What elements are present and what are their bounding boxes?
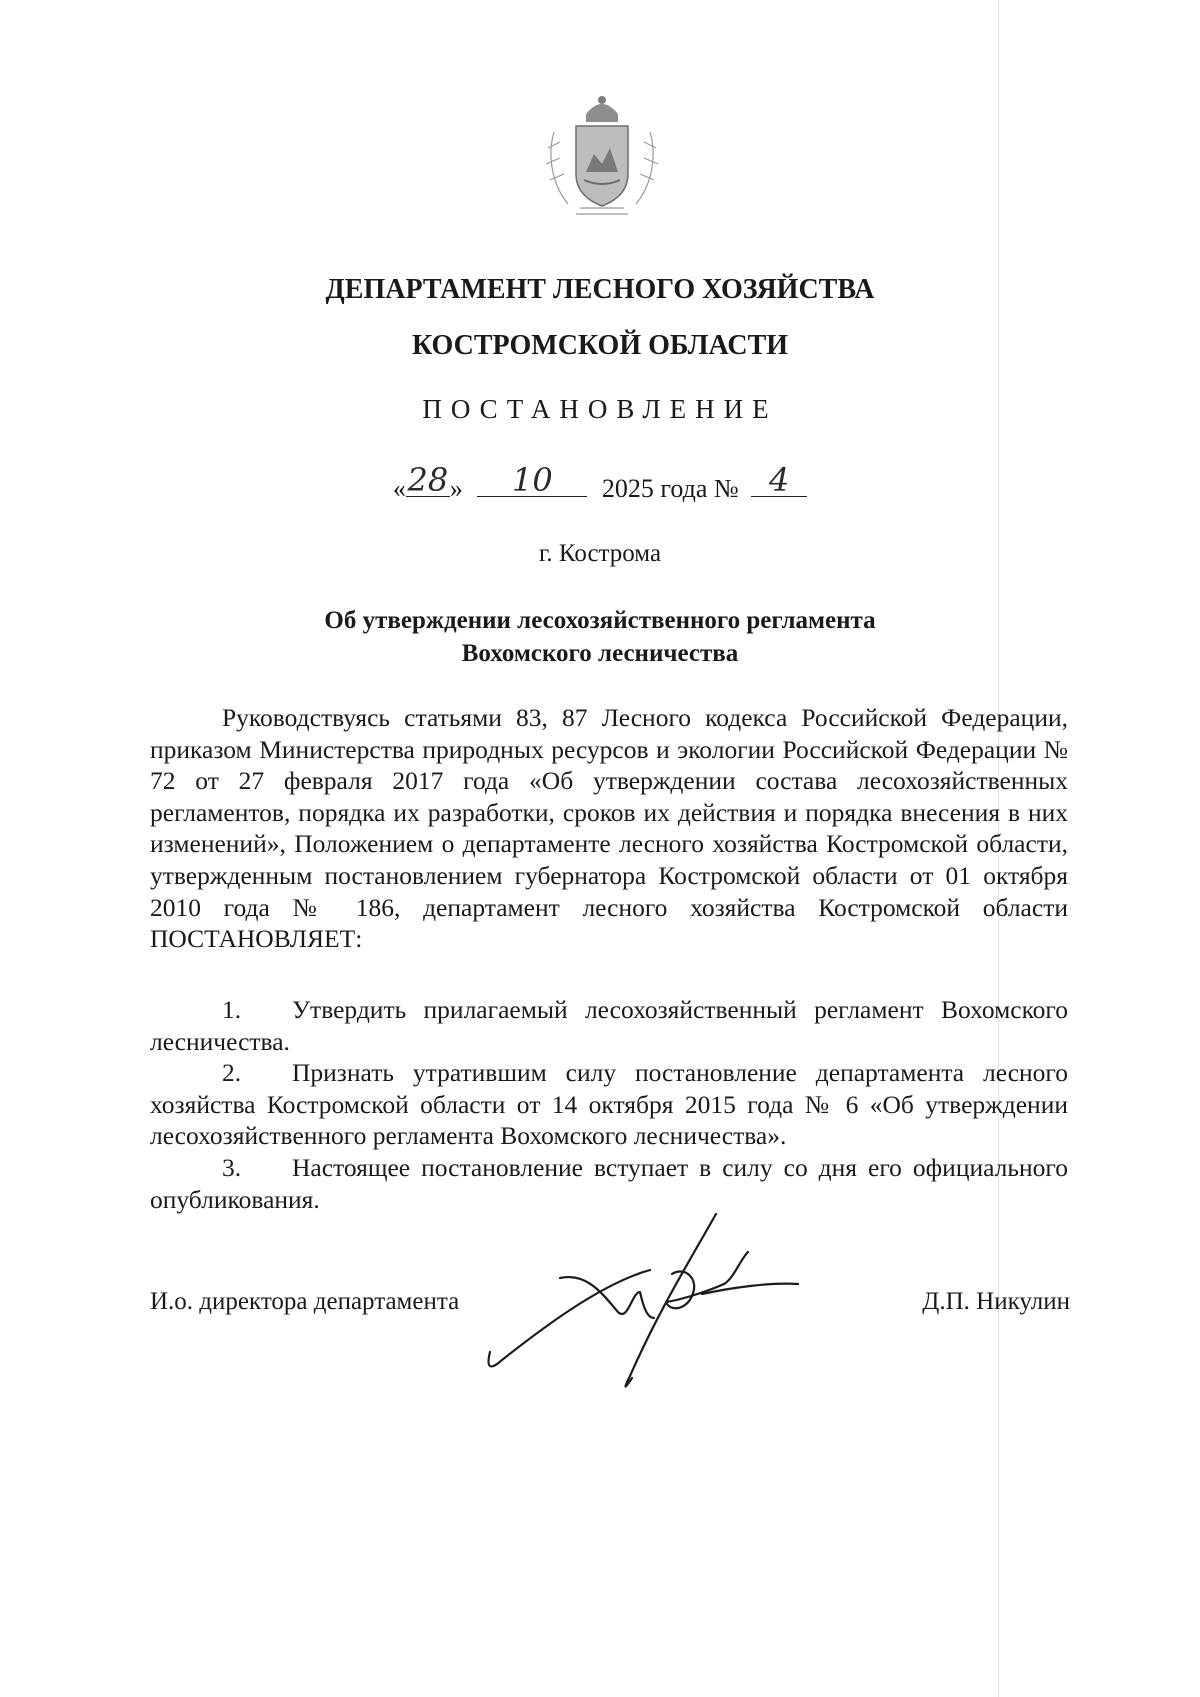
close-quote: » xyxy=(449,474,463,503)
item-text: Утвердить прилагаемый лесохозяйственный регламент Вохомского лесничества. xyxy=(150,995,1068,1056)
item-number: 3. xyxy=(222,1152,242,1182)
list-item xyxy=(150,994,1068,1057)
signer-name: Д.П. Никулин xyxy=(922,1288,1070,1315)
number-blank xyxy=(751,461,807,499)
item-number: 2. xyxy=(222,1058,242,1088)
handwritten-signature xyxy=(480,1200,810,1400)
document-title xyxy=(0,604,1200,670)
document-kind: ПОСТАНОВЛЕНИЕ xyxy=(422,394,778,424)
open-quote: « xyxy=(392,474,406,503)
year-text: 2025 года № xyxy=(601,474,739,503)
item-text: Настоящее постановление вступает в силу со дня его официального опубликования. xyxy=(150,1152,1068,1214)
month-blank xyxy=(477,461,587,499)
department-line-1: ДЕПАРТАМЕНТ ЛЕСНОГО ХОЗЯЙСТВА xyxy=(325,274,875,305)
date-line xyxy=(0,461,1200,510)
month-handwritten: 10 xyxy=(511,461,553,499)
signer-position: И.о. директора департамента xyxy=(150,1288,460,1315)
day-blank xyxy=(406,461,450,499)
title-line-1: Об утверждении лесохозяйственного регламента xyxy=(324,607,876,634)
city: г. Кострома xyxy=(538,540,662,567)
item-number: 1. xyxy=(222,995,242,1024)
number-handwritten: 4 xyxy=(768,461,790,499)
department-line-2: КОСТРОМСКОЙ ОБЛАСТИ xyxy=(411,330,789,361)
title-line-2: Вохомского лесничества xyxy=(461,640,739,667)
resolution-items xyxy=(150,994,1068,1215)
preamble-paragraph: Руководствуясь статьями 83, 87 Лесного кодекса Российской Федерации, приказом Министерства природных ресурсов и экологии Российской Федерации № 72 от 27 февраля 2017 года «Об утверждении состава лесохозяйственных регламентов, порядка их разработки, сроков их действия и порядка внесения в них изменений», Положением о департаменте лесного хозяйства Костромской области, утвержденным постановлением губернатора Костромской области от 01 октября 2010 года № 186, департамент лесного хозяйства Костромской области ПОСТАНОВЛЯЕТ: xyxy=(150,703,1068,954)
day-handwritten: 28 xyxy=(407,461,449,499)
coat-of-arms-icon xyxy=(540,92,664,220)
list-item xyxy=(150,1057,1068,1152)
item-text: Признать утратившим силу постановление департамента лесного хозяйства Костромской области от 14 октября 2015 года № 6 «Об утверждении лесохозяйственного регламента Вохомского лесничества». xyxy=(150,1058,1068,1151)
department-heading xyxy=(0,262,1200,374)
